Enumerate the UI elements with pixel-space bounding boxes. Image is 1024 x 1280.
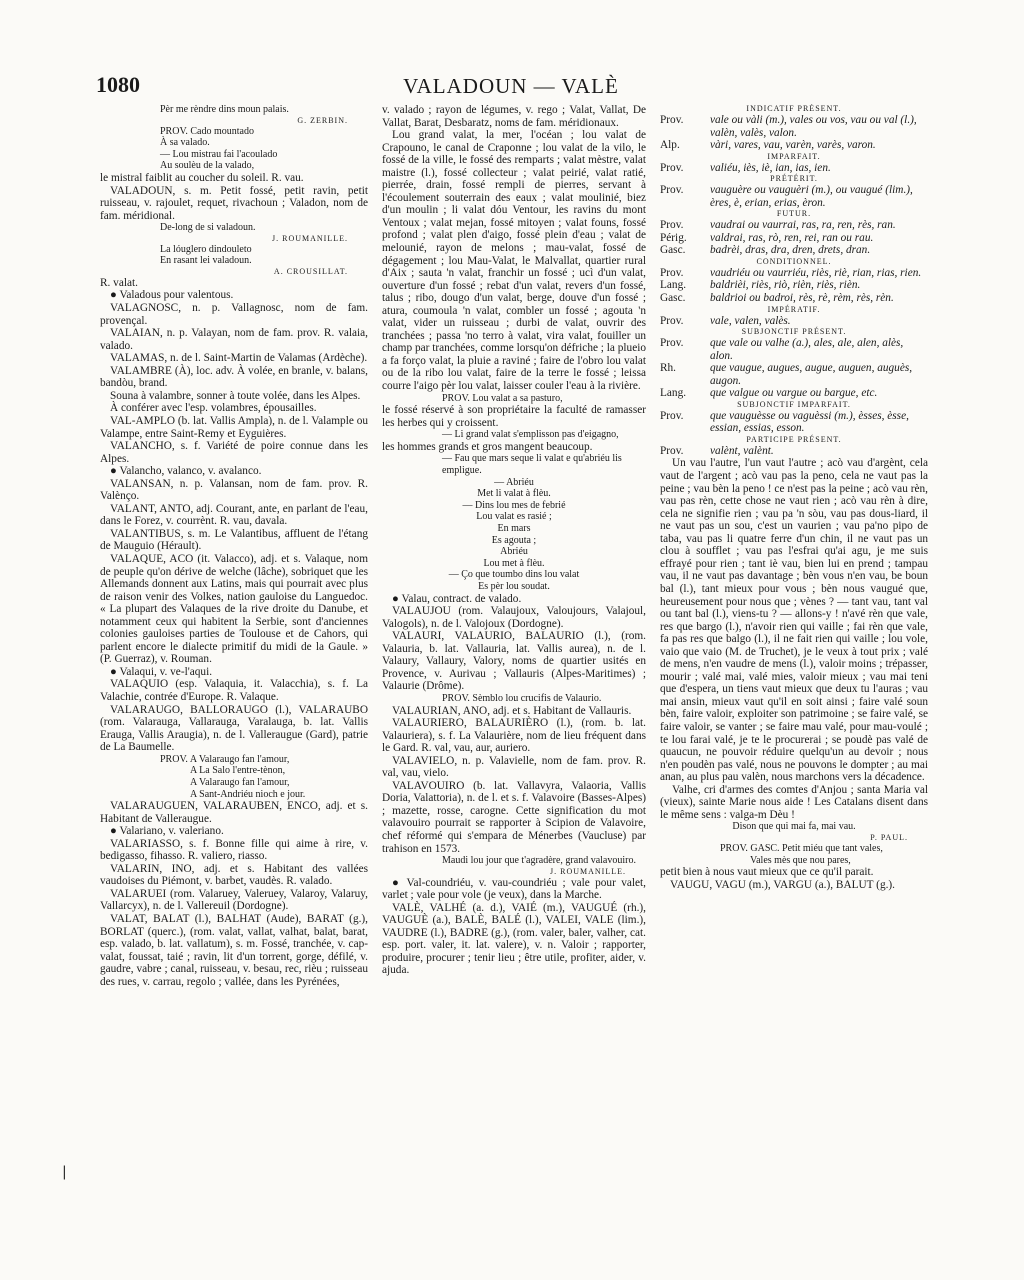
conjugation-forms: que valgue ou vargue ou bargue, etc. — [710, 387, 878, 400]
entry-text: petit bien à nous vaut mieux que ce qu'il parait. — [660, 866, 874, 879]
quoted-verse: La lóuglero dindouleto — [160, 243, 252, 255]
quoted-verse: A La Salo l'entre-tènon, — [190, 765, 286, 777]
conjugation-dialect: Prov. — [660, 161, 684, 174]
conjugation-dialect: Prov. — [660, 337, 684, 350]
citation-author: G. ZERBIN. — [297, 115, 348, 125]
quoted-verse: De-long de si valadoun. — [160, 222, 256, 234]
quoted-verse: À sa valado. — [160, 137, 210, 149]
quoted-verse: PROV. GASC. Petit miéu que tant vales, — [720, 842, 883, 854]
dictionary-entry: À conférer avec l'esp. volambres, épousailles. — [110, 402, 317, 415]
conjugation-line — [660, 162, 928, 175]
dictionary-entry: VALAVOUIRO (b. lat. Vallavyra, Valaoria, Vallis Doria, Valattoria), n. de l. et s. f. Valavoire (Basses-Alpes) ; mazette, rosse, carogne. Cette signification du mot valavouiro pourrait se rapporter à Scipion de Valavoire, chef réformé qui s'empara de Ménerbes (Vaucluse) par trahison en 1573. — [382, 779, 646, 855]
entry-text: le fossé réservé à son propriétaire la faculté de ramasser les herbes qui y croissent. — [382, 404, 646, 429]
dictionary-entry: Lou grand valat, la mer, l'océan ; lou valat de Crapouno, le canal de Craponne ; lou valat de la vilo, le fossé de la ville, le fossé des remparts ; valat mèstre, valat maistre (l.), fossé collecteur ; valat peirié, valat ratié, pierrée, drain, fossé rempli de pierres, servant à l'écoulement souterrain des eaux ; valat moulinié, biez d'un moulin ; li valat dóu Ventour, les ravins du mont Ventoux ; valat mejan, fossé mitoyen ; valat founs, fossé profond ; valat plen d'aigo, fossé plein d'eau ; valat de melounié, rayon de melons ; mau-valat, fossé de dégagement ; lou Mau-Valat, le Malvallat, quartier rural d'Aix ; sauta 'n valat, franchir un fossé ; ucì d'un valat, ouverture d'un fossé ; rebat d'un valat, revers d'un fossé, talus ; ribo, dougo d'un valat, berge, douve d'un fossé ; atura, coumoula 'n valat, combler un fossé ; agouta 'n valat, vider un ruisseau ; durbi de valat, ouvrir des tranchées ; passa 'no terro à valat, vira valat, fouiller un champ par tranchées, comme lorsqu'on défriche ; la plueio a fa forço valat, la pluie a raviné ; faire de l'obro lou valat ou de la ribo lou valat, faire de la terre le fossé ; leissa courre l'aigo pèr lou valat, laisser couler l'eau à la rivière. — [382, 129, 646, 393]
dictionary-entry: VAL-AMPLO (b. lat. Vallis Ampla), n. de l. Valample ou Valampe, entre Saint-Remy et Eyguières. — [100, 414, 368, 440]
entry-text: Valhe, cri d'armes des comtes d'Anjou ; santa Maria val (vieux), sainte Marie nous aide ! Les Catalans disent dans le même sens : valga-m Dèu ! — [660, 783, 928, 821]
quoted-verse: Maudi lou jour que t'agradère, grand valavouiro. — [442, 855, 636, 867]
conjugation-forms: vale, valen, valès. — [710, 314, 791, 327]
conjugation-forms: que vauguèsse ou vaguèssi (m.), èsses, èsse, essian, essias, esson. — [710, 409, 909, 435]
dictionary-entry: ● Valariano, v. valeriano. — [110, 825, 224, 838]
margin-mark: | — [62, 1164, 67, 1180]
quoted-verse: A Sant-Andriéu nioch e jour. — [190, 788, 306, 800]
entry-text: v. valado ; rayon de légumes, v. rego ; Valat, Vallat, De Vallat, Barat, Desbaratz, noms de fam. méridionaux. — [382, 104, 646, 129]
dictionary-entry: VALAIAN, n. p. Valayan, nom de fam. prov. R. valaia, valado. — [100, 327, 368, 352]
dictionary-entry: VALAURI, VALAURIO, BALAURIO (l.), (rom. Valauria, b. lat. Vallauria, lat. Vallis aurea), n. de l. Valaury, Vallaury, Valory, noms de quartier usités en Provence, v. Aurivau ; Vallauris (Alpes-Maritimes) ; Valaurie (Drôme). — [382, 630, 646, 693]
conjugation-line — [660, 232, 928, 245]
citation-author: J. ROUMANILLE. — [550, 866, 626, 876]
conjugation-dialect: Prov. — [660, 219, 684, 232]
quoted-verse: — Dins lou mes de febrié — [462, 499, 566, 511]
tense-heading: CONDITIONNEL. — [756, 256, 832, 266]
tense-heading: SUBJONCTIF PRÉSENT. — [741, 327, 847, 337]
citation-author: J. ROUMANILLE. — [272, 233, 348, 243]
quoted-verse: Vales mès que nou pares, — [750, 854, 851, 866]
dictionary-entry: VALAURIAN, ANO, adj. et s. Habitant de Vallauris. — [392, 704, 632, 717]
quoted-verse: Met li valat à flèu. — [477, 488, 551, 500]
conjugation-forms: vauguère ou vauguèri (m.), ou vaugué (lim.), ères, è, erian, erias, èron. — [710, 184, 913, 209]
quoted-verse: En mars — [497, 522, 531, 534]
quoted-verse: — Ço que toumbo dins lou valat — [448, 569, 580, 581]
quoted-verse: Pèr me rèndre dins moun palais. — [160, 104, 289, 115]
entry-text: les hommes grands et gros mangent beaucoup. — [382, 440, 593, 453]
dictionary-entry: ● Valancho, valanco, v. avalanco. — [110, 465, 262, 478]
tense-heading: IMPARFAIT. — [767, 151, 821, 161]
conjugation-forms: baldrioi ou badroi, rès, rè, rèm, rès, rèn. — [710, 292, 894, 305]
tense-heading: SUBJONCTIF IMPARFAIT. — [737, 399, 851, 409]
conjugation-forms: valènt, valènt. — [710, 444, 774, 457]
quoted-verse: — Fau que mars seque li valat e qu'abriéu lis empligue. — [442, 453, 622, 476]
quoted-verse: PROV. Cado mountado — [160, 125, 254, 137]
quoted-verse: — Lou mistrau fai l'acoulado — [160, 148, 278, 160]
conjugation-line — [660, 292, 928, 305]
dictionary-entry: VALAGNOSC, n. p. Vallagnosc, nom de fam. provençal. — [100, 302, 368, 327]
quoted-verse: Au soulèu de la valado, — [160, 160, 255, 172]
conjugation-line — [660, 279, 928, 292]
conjugation-line — [660, 315, 928, 328]
dictionary-entry: VALARIN, INO, adj. et s. Habitant des vallées vaudoises du Piémont, v. barbet, vaudès. R. valado. — [100, 862, 368, 888]
tense-heading: PRÉTÉRIT. — [770, 174, 818, 184]
quoted-verse: En rasant lei valadoun. — [160, 255, 252, 267]
dictionary-entry: VALARIASSO, s. f. Bonne fille qui aime à rire, v. bedigasso, fihasso. R. valiero, riasso. — [100, 837, 368, 863]
dictionary-entry: VALARUEI (rom. Valaruey, Valeruey, Valaroy, Valaruy, Vallarcyx), n. de l. Vallereuil (Dordogne). — [100, 887, 368, 913]
conjugation-forms: que vale ou valhe (a.), ales, ale, alen, alès, alon. — [710, 337, 904, 362]
dictionary-entry: Souna à valambre, sonner à toute volée, dans les Alpes. — [110, 389, 361, 402]
quoted-verse: Es pèr lou soudat. — [478, 580, 550, 592]
quoted-verse: Es agouta ; — [491, 534, 537, 546]
dictionary-entry: VALAQUE, ACO (it. Valacco), adj. et s. Valaque, nom de peuple qu'on dérive de welche (lâche), sobriquet que les Allemands donnent aux Latins, mais qui pourrait avec plus de raison venir des Volkes, nation gauloise du Languedoc. « La plupart des Valaques de la rive droite du Danube, et notamment ceux qui habitent la Serbie, sont d'anciennes colonies gauloises parties de Toulouse et de Cahors, qui parlent encore le dialecte primitif du midi de la Gaule. » (P. Guerraz), v. Rouman. — [100, 552, 368, 666]
dictionary-entry: VALANTIBUS, s. m. Le Valantibus, affluent de l'étang de Mauguio (Hérault). — [100, 527, 368, 553]
conjugation-line — [660, 362, 928, 387]
quoted-verse: — Li grand valat s'emplisson pas d'eigagno, — [442, 429, 619, 441]
dictionary-entry: VALANCHO, s. f. Variété de poire connue dans les Alpes. — [100, 440, 368, 465]
quoted-verse: A Valaraugo fan l'amour, — [190, 776, 290, 788]
dictionary-entry: ● Valau, contract. de valado. — [392, 592, 522, 605]
conjugation-forms: vale ou vàli (m.), vales ou vos, vau ou val (l.), valèn, valès, valon. — [710, 114, 917, 139]
conjugation-dialect: Prov. — [660, 266, 684, 279]
dictionary-entry: VALANT, ANTO, adj. Courant, ante, en parlant de l'eau, dans le Forez, v. courrènt. R. vau, davala. — [100, 502, 368, 528]
quoted-verse: Lou met à flèu. — [483, 557, 545, 569]
citation-author: A. CROUSILLAT. — [273, 266, 348, 276]
conjugation-dialect: Prov. — [660, 409, 684, 422]
quoted-verse: PROV. Sèmblo lou crucifis de Valaurio. — [442, 692, 602, 704]
conjugation-dialect: Périg. — [660, 231, 687, 244]
conjugation-line — [660, 114, 928, 139]
tense-heading: FUTUR. — [776, 209, 812, 219]
dictionary-entry: VALAURIERO, BALAURIÈRO (l.), (rom. b. lat. Valauriera), s. f. La Valaurière, nom de lieu fréquent dans le Gard. R. val, vau, aur, auriero. — [382, 717, 646, 755]
conjugation-dialect: Lang. — [660, 279, 687, 292]
dictionary-entry: VALAMAS, n. de l. Saint-Martin de Valamas (Ardèche). — [110, 352, 368, 365]
dictionary-entry: VALARAUGUEN, VALARAUBEN, ENCO, adj. et s. Habitant de Valleraugue. — [100, 800, 368, 825]
conjugation-line — [660, 244, 928, 257]
entry-text: R. valat. — [100, 276, 138, 289]
conjugation-dialect: Rh. — [660, 362, 677, 375]
conjugation-forms: valiéu, iès, iè, ian, ias, ien. — [710, 161, 831, 174]
conjugation-forms: vàri, vares, vau, varèn, varès, varon. — [710, 139, 876, 152]
conjugation-line — [660, 445, 928, 458]
conjugation-dialect: Prov. — [660, 314, 684, 327]
dictionary-entry: VALAUJOU (rom. Valaujoux, Valoujours, Valajoul, Valogols), n. de l. Valojoux (Dordogne). — [382, 605, 646, 630]
dictionary-entry: ● Val-coundriéu, v. vau-coundriéu ; vale pour valet, varlet ; vale pour vole (je veux), dans la Marche. — [382, 876, 646, 902]
dictionary-entry: VALARAUGO, BALLORAUGO (l.), VALARAUBO (rom. Valarauga, Vallarauga, Varalauga, b. lat. Vallis Erauga, Vallis Araugia), n. de l. Valleraugue (Gard), patrie de La Baumelle. — [100, 703, 368, 754]
entry-text: Un vau l'autre, l'un vaut l'autre ; acò vau d'argènt, cela vaut de l'argent ; acò vau pas la peno, cela ne vaut pas la peine ; vau bèn la peno ! ce n'est pas la peine ; acò vau rèn, vau pas rèn, cette chose ne vaut rien ; acò vau rèn à dire, cela ne signifie rien ; vau pa 'n sòu, vau pas dous-liard, il ne vaut pas un sou, c'est un vaurien ; vau pa'no pipo de taba, vau pas li quatre ferre d'un chin, il ne vaut pas un clou à soufflet ; vau pas l'esfrai qu'ai agu, je me suis effrayé pour rien ; tant iè vau, bien lui en prend ; tampau vau, il ne vaut pas davantage ; bèn vous n'en vau, be boun bal (l.), tant mieux pour vous ; bèn nous vaugué que, heureusement pour nous que ; vènes ? — tant vau, tant val ou tant bal (l.), viens-tu ? — allons-y ! n'avé rèn que vale, res que bargo (l.), n'avoir rien qui vaille ; fai rèn que vale, fa pas res que balgo (l.), il ne fait rien qui vaille ; lou vole, vaio que vaio (M. de Truchet), je le veux à tout prix ; valé de mens, n'en vaudre de mens (l.), valoir moins ; trépasser, mourir ; valé mai, valé mies, valoir mieux ; vau mai teni que d'espera, un tiens vaut mieux que deux tu l'auras ; vau mai ansin, mieux vaut qu'il en soit ainsi ; faire valé soun bèn, faire valoir, exploiter son patrimoine ; se faire valé, se faire valoir, se vanter ; se faire mau valé, pour mau-voulé ; te lou farai valé, je te le procurerai ; se poudè pas valé de quaucun, ne pouvoir réduire quelqu'un au devoir ; nous n'en poudèn pas valé, nous ne pouvons le dompter ; au mai anan, au plus pau valèn, nous marchons vers la décadence. — [660, 457, 928, 784]
conjugation-dialect: Gasc. — [660, 244, 686, 257]
conjugation-line — [660, 337, 928, 362]
conjugation-line — [660, 219, 928, 232]
quoted-verse: PROV. Lou valat a sa pasturo, — [442, 392, 563, 404]
conjugation-dialect: Lang. — [660, 387, 687, 400]
tense-heading: INDICATIF PRÉSENT. — [746, 104, 842, 113]
conjugation-forms: baldrièi, riès, riò, rièn, riès, rièn. — [710, 279, 861, 292]
citation-author: P. PAUL. — [870, 832, 908, 842]
conjugation-dialect: Alp. — [660, 139, 680, 152]
page-number: 1080 — [96, 72, 140, 97]
dictionary-entry: VALAMBRE (À), loc. adv. À volée, en branle, v. balans, bandòu, brand. — [100, 364, 368, 390]
conjugation-line — [660, 267, 928, 280]
running-title: VALADOUN — VALÈ — [403, 74, 619, 98]
page-header — [96, 72, 926, 96]
dictionary-entry: VALAT, BALAT (l.), BALHAT (Aude), BARAT (g.), BORLAT (querc.), (rom. valat, vallat, valhat, balat, barat, esp. valado, b. lat. vallatum), s. m. Fossé, tranchée, v. cap-valat, foussat, taié ; ravin, lit d'un torrent, gorge, défilé, v. gaudre, vabre ; canal, ruisseau, v. besau, rec, rièu ; ruisseau des rues, v. carrau, regolo ; vallée, dans les Pyrénées, — [100, 913, 368, 988]
conjugation-dialect: Prov. — [660, 114, 684, 126]
conjugation-forms: badrèi, dras, dra, dren, drets, dran. — [710, 244, 871, 257]
tense-heading: PARTICIPE PRÉSENT. — [746, 434, 842, 444]
entry-text: le mistral faiblit au coucher du soleil. R. vau. — [100, 171, 304, 184]
column-left — [100, 104, 368, 1184]
dictionary-entry: ● Valaqui, v. ve-l'aqui. — [110, 665, 213, 678]
conjugation-line — [660, 410, 928, 435]
quoted-verse: Lou valat es rasié ; — [476, 511, 552, 523]
quoted-verse: — Abriéu — [494, 476, 534, 488]
dictionary-entry: VALADOUN, s. m. Petit fossé, petit ravin, petit ruisseau, v. rajoulet, requet, rivachoun ; Valadon, nom de fam. méridional. — [100, 184, 368, 222]
column-right — [660, 104, 928, 1184]
conjugation-forms: valdrai, ras, rò, ren, rei, ran ou rau. — [710, 231, 874, 244]
dictionary-entry: VAUGU, VAGU (m.), VARGU (a.), BALUT (g.). — [670, 878, 895, 891]
quoted-verse: PROV. A Valaraugo fan l'amour, — [160, 753, 290, 765]
conjugation-forms: que vaugue, augues, augue, auguen, auguès, augon. — [710, 362, 913, 387]
dictionary-entry: ● Valadous pour valentous. — [110, 289, 234, 302]
quoted-verse: Abriéu — [500, 546, 528, 558]
conjugation-dialect: Gasc. — [660, 292, 686, 305]
conjugation-dialect: Prov. — [660, 184, 684, 197]
conjugation-line — [660, 184, 928, 209]
dictionary-entry: VALANSAN, n. p. Valansan, nom de fam. prov. R. Valènço. — [100, 477, 368, 503]
conjugation-dialect: Prov. — [660, 444, 684, 457]
tense-heading: IMPÉRATIF. — [767, 304, 821, 314]
dictionary-entry: VALAQUIO (esp. Valaquia, it. Valacchia), s. f. La Valachie, contrée d'Europe. R. Valaque. — [100, 678, 368, 703]
conjugation-line — [660, 387, 928, 400]
dictionary-entry: VALAVIELO, n. p. Valavielle, nom de fam. prov. R. val, vau, vielo. — [382, 754, 646, 780]
conjugation-forms: vaudriéu ou vaurriéu, riès, riè, rian, rias, rien. — [710, 266, 922, 279]
conjugation-line — [660, 139, 928, 152]
conjugation-forms: vaudrai ou vaurrai, ras, ra, ren, rès, ran. — [710, 219, 896, 232]
quoted-verse: Dison que qui mai fa, mai vau. — [732, 821, 856, 833]
dictionary-entry: VALÈ, VALHÉ (a. d.), VAIÉ (m.), VAUGUÉ (rh.), VAUGUÈ (a.), BALÈ, BALÉ (l.), VALEI, VALE (lim.), VAUDRE (l.), BADRE (g.), (rom. valer, baler, valher, cat. esp. port. valer, it. lat. valere), v. n. Valoir ; rapporter, produire, procurer ; tenir lieu ; être utile, profiter, aider, v. ajuda. — [382, 901, 646, 977]
column-middle — [382, 104, 646, 1184]
